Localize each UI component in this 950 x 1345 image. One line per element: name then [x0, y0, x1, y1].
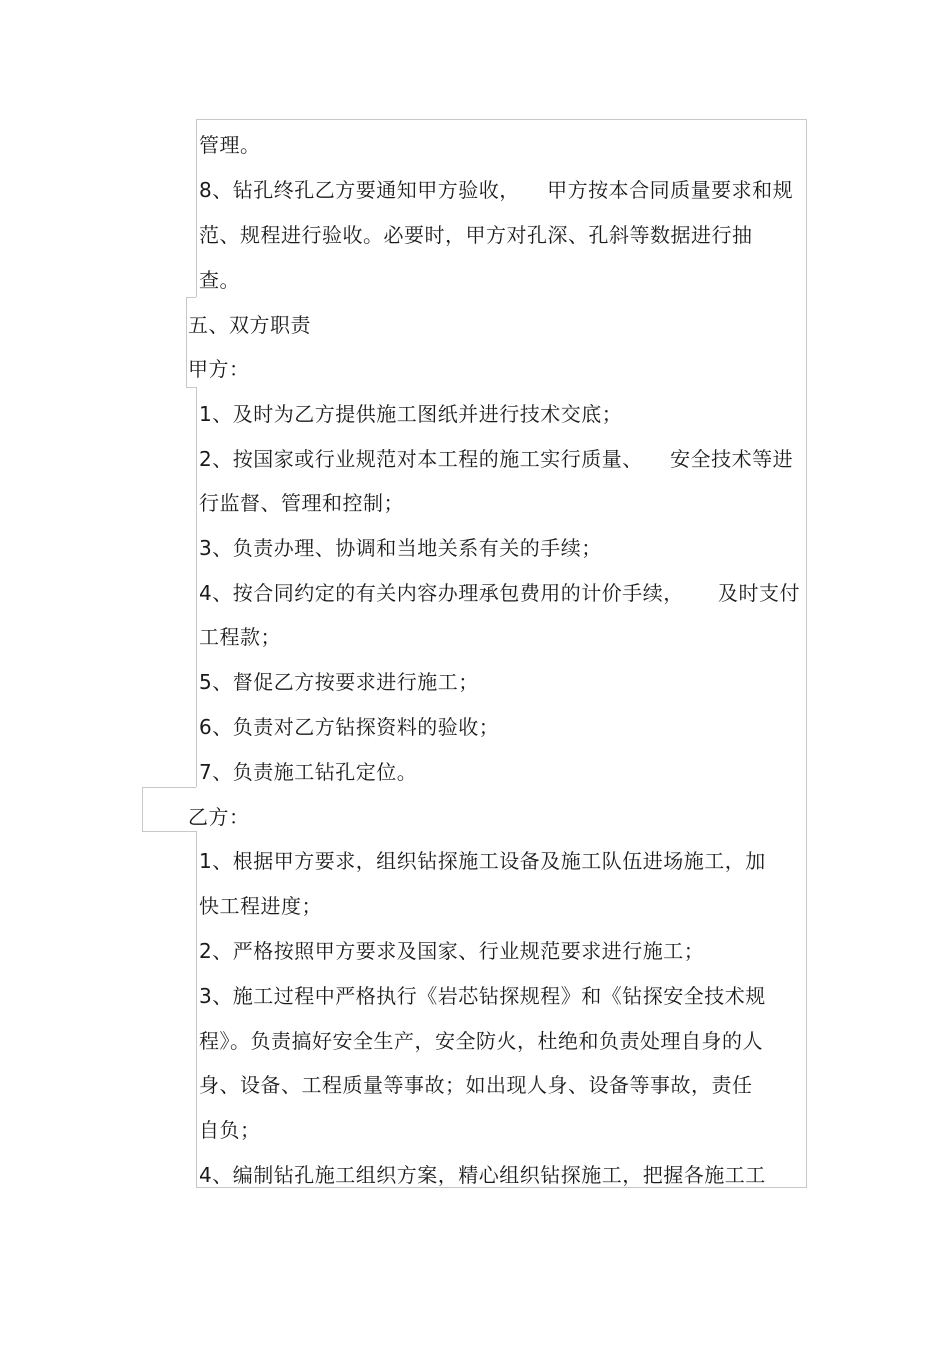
text-line: 7、负责施工钻孔定位。 — [199, 760, 418, 784]
section-heading: 五、双方职责 — [188, 313, 311, 337]
frame-left-border-notch-2 — [142, 787, 143, 831]
text-line: 2、严格按照甲方要求及国家、行业规范要求进行施工； — [199, 939, 705, 963]
frame-notch-1-return — [186, 387, 196, 388]
frame-notch-2 — [142, 787, 196, 788]
frame-top-border — [196, 119, 807, 120]
frame-notch-1 — [186, 297, 196, 298]
frame-right-border — [806, 119, 807, 1188]
text-line: 管理。 — [199, 133, 261, 157]
text-line: 5、督促乙方按要求进行施工； — [199, 670, 479, 694]
text-line: 快工程进度； — [199, 894, 322, 918]
text-line: 6、负责对乙方钻探资料的验收； — [199, 715, 500, 739]
text-line: 查。 — [199, 268, 240, 292]
text-line: 4、编制钻孔施工组织方案，精心组织钻探施工，把握各施工工 — [199, 1163, 766, 1187]
frame-left-border-upper — [196, 119, 197, 297]
frame-left-border-lower — [196, 831, 197, 1187]
text-line: 自负； — [199, 1118, 261, 1142]
text-line: 1、及时为乙方提供施工图纸并进行技术交底； — [199, 402, 623, 426]
text-line: 1、根据甲方要求，组织钻探施工设备及施工队伍进场施工，加 — [199, 849, 766, 873]
party-b-heading: 乙方： — [188, 805, 250, 829]
text-line: 8、钻孔终孔乙方要通知甲方验收， 甲方按本合同质量要求和规 — [199, 178, 794, 202]
text-line: 工程款； — [199, 625, 281, 649]
text-line: 4、按合同约定的有关内容办理承包费用的计价手续， 及时支付 — [199, 581, 801, 605]
text-line: 程》。负责搞好安全生产，安全防火，杜绝和负责处理自身的人 — [199, 1029, 763, 1053]
frame-bottom-border — [196, 1187, 807, 1188]
text-line: 2、按国家或行业规范对本工程的施工实行质量、 安全技术等进 — [199, 447, 794, 471]
text-line: 3、施工过程中严格执行《岩芯钻探规程》和《钻探安全技术规 — [199, 984, 766, 1008]
frame-left-border-middle — [196, 387, 197, 787]
text-line: 身、设备、工程质量等事故；如出现人身、设备等事故，责任 — [199, 1073, 753, 1097]
frame-left-border-notch-1 — [186, 297, 187, 387]
frame-notch-2-return — [142, 831, 196, 832]
party-a-heading: 甲方： — [188, 357, 250, 381]
text-line: 3、负责办理、协调和当地关系有关的手续； — [199, 536, 602, 560]
text-line: 行监督、管理和控制； — [199, 491, 404, 515]
text-line: 范、规程进行验收。必要时，甲方对孔深、孔斜等数据进行抽 — [199, 223, 753, 247]
